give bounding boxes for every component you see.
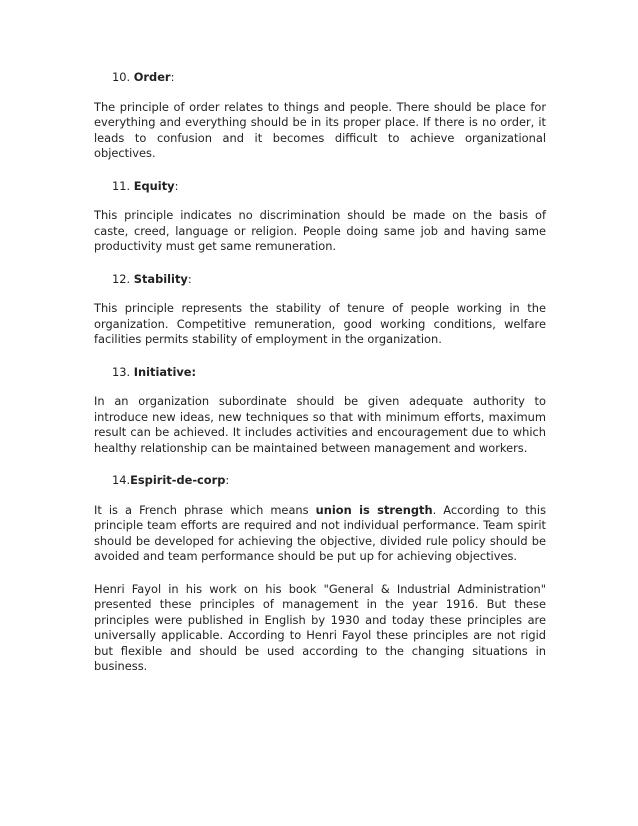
heading-suffix: : (174, 178, 179, 193)
heading-initiative (112, 365, 546, 381)
paragraph-closing: Henri Fayol in his work on his book "General & Industrial Administration" presented these principles of management in the year 1916. But these principles were published in English by 1930 and today these principles are universally applicable. According to Henri Fayol these principles are not rigid but flexible and should be used according to the changing situations in business. (94, 581, 546, 673)
heading-suffix: : (225, 473, 230, 487)
heading-title: Stability (133, 271, 188, 286)
paragraph-text-after: . According to this principle team efforts are required and not individual performance. Team spirit should be developed for achieving the objective, divided rule policy should be avoided and team performance should be put up for achieving objectives. (94, 502, 546, 563)
heading-title: Equity (133, 178, 175, 193)
heading-suffix: : (170, 70, 175, 84)
heading-title: Espirit-de-corp (130, 473, 226, 487)
heading-suffix: : (187, 271, 192, 286)
paragraph-order: The principle of order relates to things and people. There should be place for everything and everything should be in its proper place. If there is no order, it leads to confusion and it becomes difficult to achieve organizational objectives. (94, 99, 546, 160)
heading-order (112, 70, 546, 86)
heading-number: 10. (112, 70, 131, 84)
heading-number: 14. (112, 473, 131, 487)
heading-equity (112, 179, 546, 195)
paragraph-text-before: It is a French phrase which means (94, 502, 316, 517)
document-page (94, 70, 546, 692)
heading-title: Initiative: (133, 364, 197, 379)
paragraph-espirit-de-corp (94, 503, 546, 565)
paragraph-stability: This principle represents the stability of tenure of people working in the organization. Competitive remuneration, good working conditions, welfare facilities permits stability of employment in the organization. (94, 301, 546, 346)
heading-number: 11. (112, 178, 131, 193)
heading-stability (112, 272, 546, 288)
paragraph-equity: This principle indicates no discrimination should be made on the basis of caste, creed, language or religion. People doing same job and having same productivity must get same remuneration. (94, 208, 546, 253)
heading-number: 12. (112, 271, 131, 286)
heading-title: Order (133, 70, 171, 84)
paragraph-initiative: In an organization subordinate should be given adequate authority to introduce new ideas, new techniques so that with minimum efforts, maximum result can be achieved. It includes activities and encouragement due to which healthy relationship can be maintained between management and workers. (94, 394, 546, 455)
heading-espirit-de-corp (112, 473, 546, 489)
paragraph-bold-phrase: union is strength (315, 502, 433, 517)
heading-number: 13. (112, 364, 131, 379)
